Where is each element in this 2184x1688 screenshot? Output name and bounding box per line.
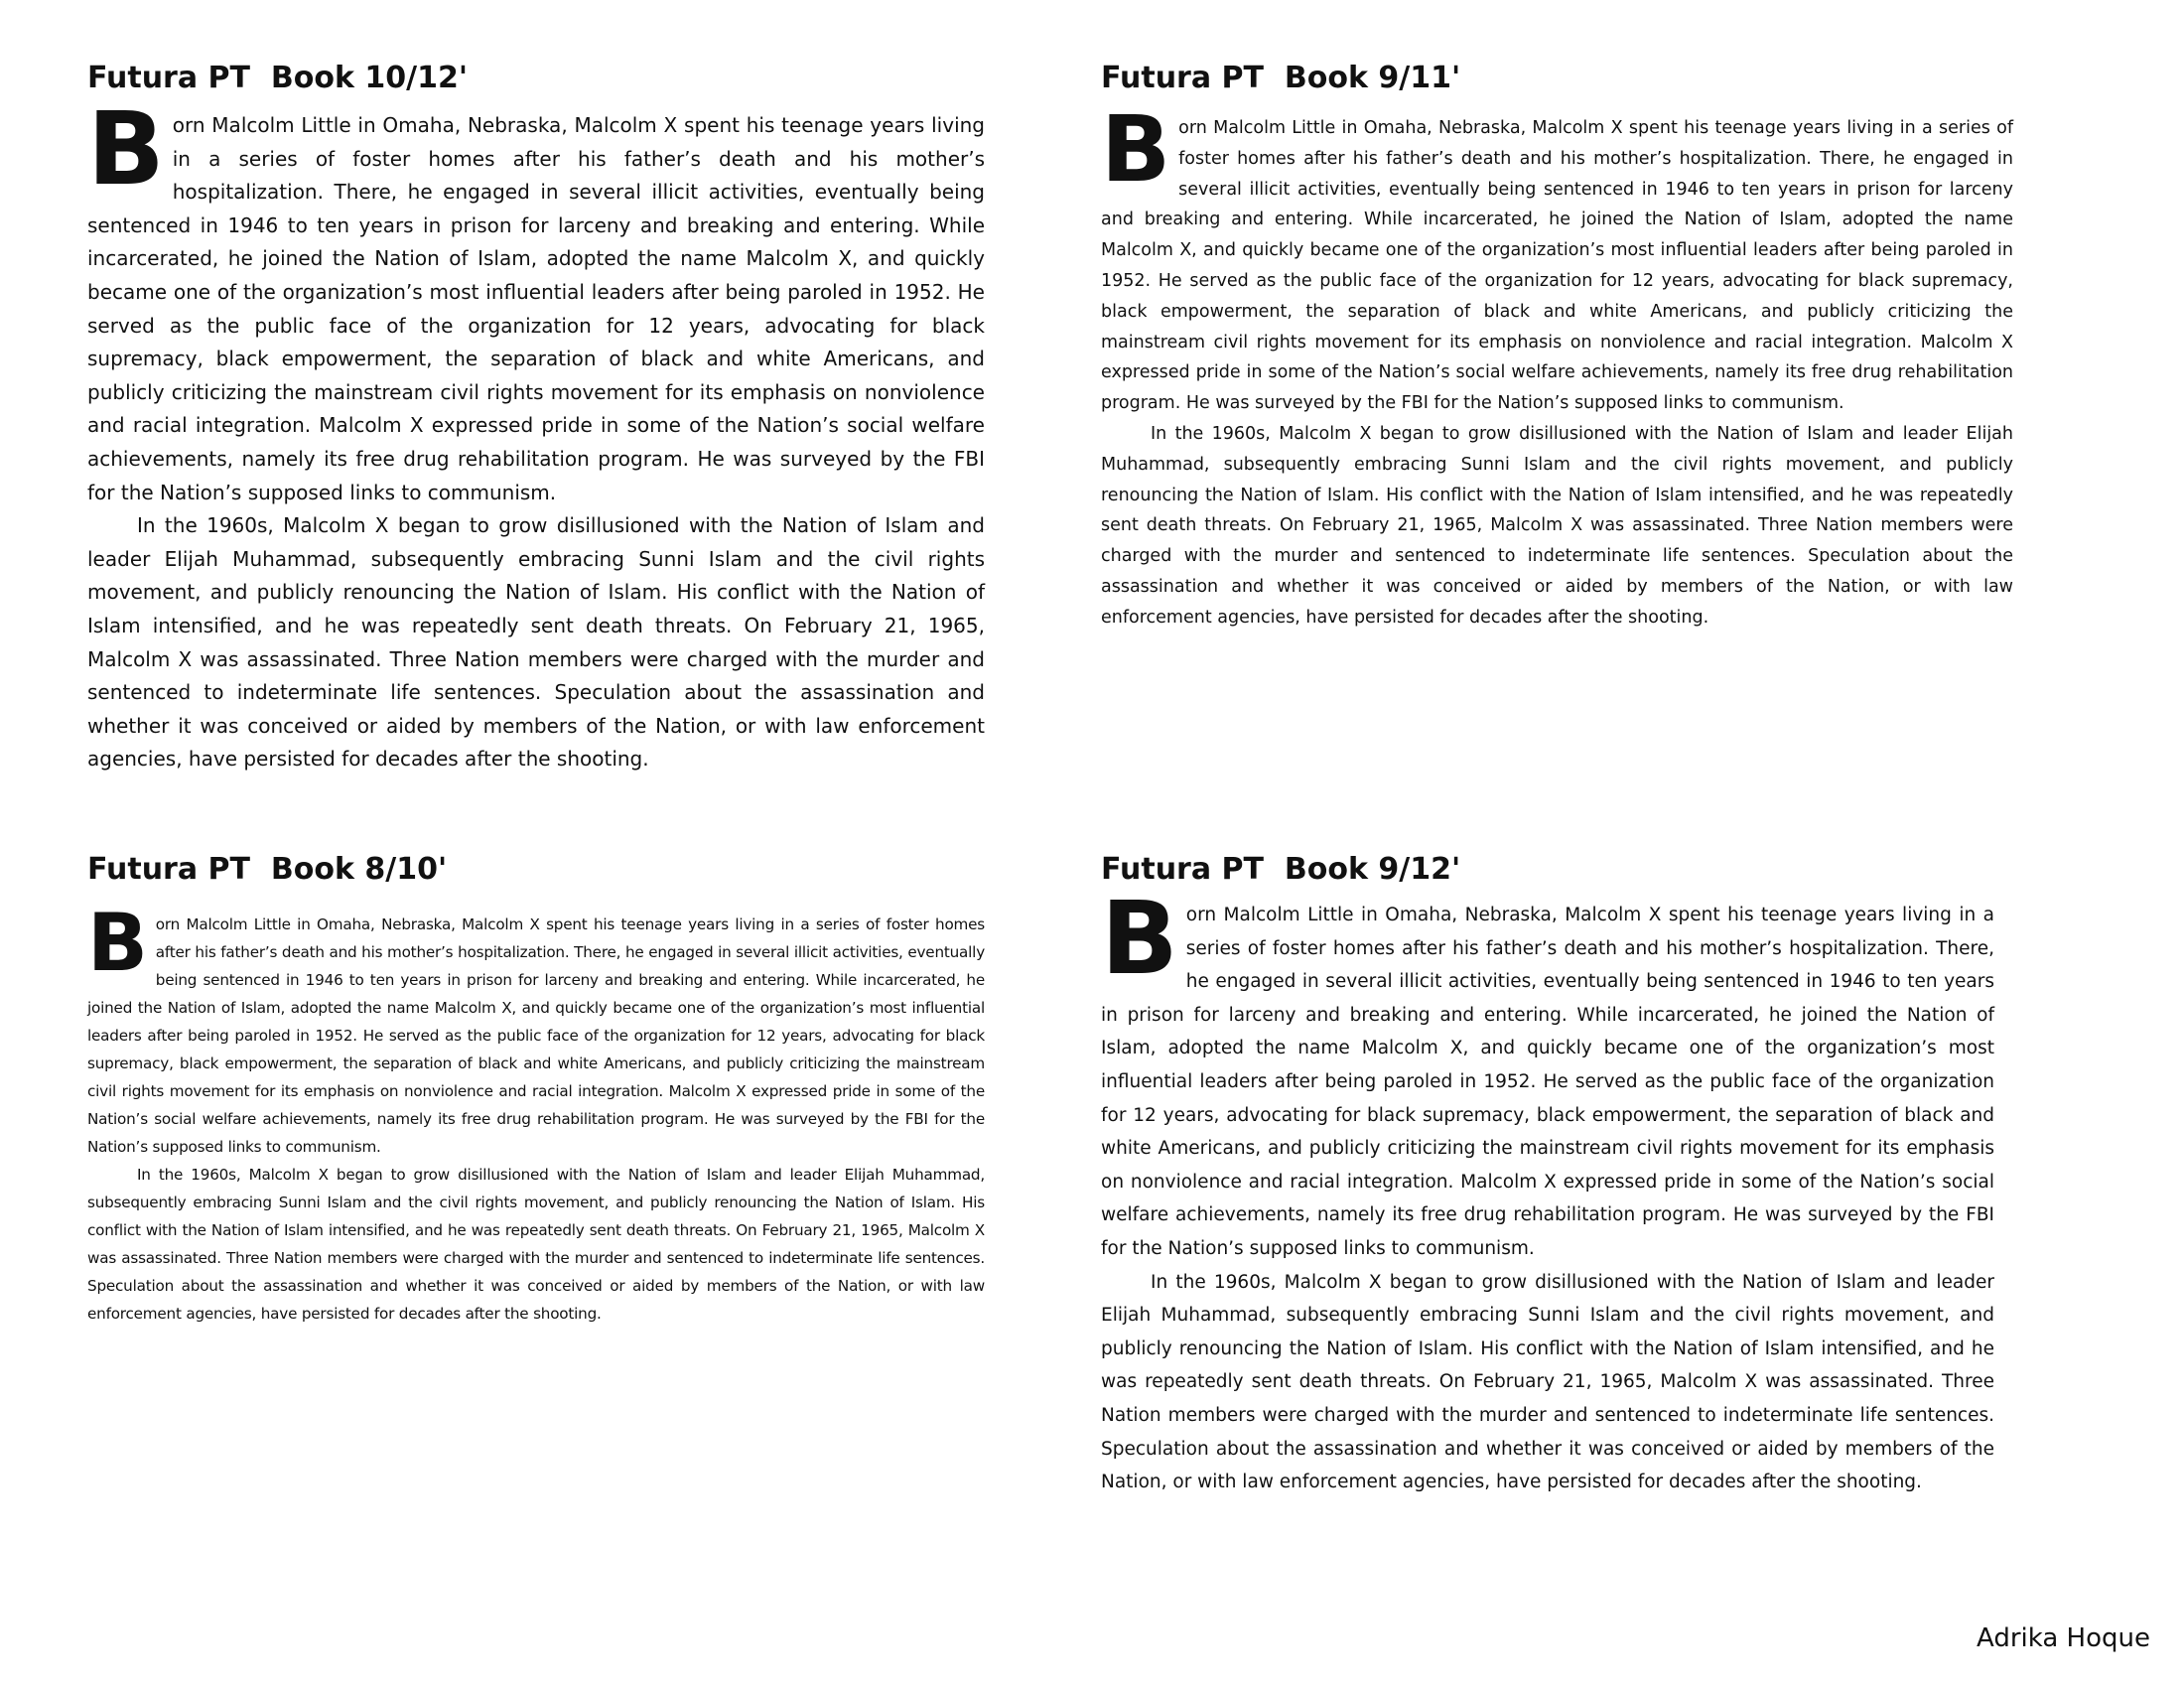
- drop-cap: B: [87, 90, 165, 209]
- paragraph-1: [1101, 96, 2013, 419]
- paragraph-1-text: orn Malcolm Little in Omaha, Nebraska, Malcolm X spent his teenage years living in a series of foster homes after his father’s death and his mother’s hospitalization. There, he engaged in several illicit activities, eventually being sentenced in 1946 to ten years in prison for larceny and breaking and entering. While incarcerated, he joined the Nation of Islam, adopted the name Malcolm X, and quickly became one of the organization’s most influential leaders after being paroled in 1952. He served as the public face of the organization for 12 years, advocating for black supremacy, black empowerment, the separation of black and white Americans, and publicly criticizing the mainstream civil rights movement for its emphasis on nonviolence and racial integration. Malcolm X expressed pride in some of the Nation’s social welfare achievements, namely its free drug rehabilitation program. He was surveyed by the FBI for the Nation’s supposed links to communism.: [1101, 118, 2013, 414]
- paragraph-2: In the 1960s, Malcolm X began to grow disillusioned with the Nation of Islam and leader Elijah Muhammad, subsequently embracing Sunni Islam and the civil rights movement, and publicly renouncing the Nation of Islam. His conflict with the Nation of Islam intensified, and he was repeatedly sent death threats. On February 21, 1965, Malcolm X was assassinated. Three Nation members were charged with the murder and sentenced to indeterminate life sentences. Speculation about the assassination and whether it was conceived or aided by members of the Nation, or with law enforcement agencies, have persisted for decades after the shooting.: [1101, 1271, 1994, 1493]
- specimen-body: [1101, 880, 1994, 1499]
- drop-cap: B: [87, 897, 148, 989]
- specimen-heading: Futura PT Book 9/12': [1101, 852, 1461, 887]
- specimen-heading: Futura PT Book 9/11': [1101, 61, 1461, 95]
- specimen-body: [87, 90, 985, 776]
- drop-cap: B: [1101, 880, 1178, 998]
- type-specimen-8-10: [87, 851, 985, 1328]
- specimen-heading: Futura PT Book 10/12': [87, 61, 468, 95]
- paragraph-2: In the 1960s, Malcolm X began to grow disillusioned with the Nation of Islam and leader Elijah Muhammad, subsequently embracing Sunni Islam and the civil rights movement, and publicly renouncing the Nation of Islam. His conflict with the Nation of Islam intensified, and he was repeatedly sent death threats. On February 21, 1965, Malcolm X was assassinated. Three Nation members were charged with the murder and sentenced to indeterminate life sentences. Speculation about the assassination and whether it was conceived or aided by members of the Nation, or with law enforcement agencies, have persisted for decades after the shooting.: [1101, 423, 2013, 628]
- paragraph-2: In the 1960s, Malcolm X began to grow disillusioned with the Nation of Islam and leader Elijah Muhammad, subsequently embracing Sunni Islam and the civil rights movement, and publicly renouncing the Nation of Islam. His conflict with the Nation of Islam intensified, and he was repeatedly sent death threats. On February 21, 1965, Malcolm X was assassinated. Three Nation members were charged with the murder and sentenced to indeterminate life sentences. Speculation about the assassination and whether it was conceived or aided by members of the Nation, or with law enforcement agencies, have persisted for decades after the shooting.: [87, 1166, 985, 1323]
- specimen-heading: Futura PT Book 8/10': [87, 852, 448, 887]
- paragraph-1: [87, 90, 985, 509]
- specimen-body: [87, 897, 985, 1328]
- specimen-body: [1101, 96, 2013, 633]
- paragraph-1: [1101, 880, 1994, 1266]
- paragraph-1-text: orn Malcolm Little in Omaha, Nebraska, Malcolm X spent his teenage years living in a series of foster homes after his father’s death and his mother’s hospitalization. There, he engaged in several illicit activities, eventually being sentenced in 1946 to ten years in prison for larceny and breaking and entering. While incarcerated, he joined the Nation of Islam, adopted the name Malcolm X, and quickly became one of the organization’s most influential leaders after being paroled in 1952. He served as the public face of the organization for 12 years, advocating for black supremacy, black empowerment, the separation of black and white Americans, and publicly criticizing the mainstream civil rights movement for its emphasis on nonviolence and racial integration. Malcolm X expressed pride in some of the Nation’s social welfare achievements, namely its free drug rehabilitation program. He was surveyed by the FBI for the Nation’s supposed links to communism.: [87, 113, 985, 504]
- author-name: Adrika Hoque: [1977, 1623, 2150, 1653]
- paragraph-1-text: orn Malcolm Little in Omaha, Nebraska, Malcolm X spent his teenage years living in a series of foster homes after his father’s death and his mother’s hospitalization. There, he engaged in several illicit activities, eventually being sentenced in 1946 to ten years in prison for larceny and breaking and entering. While incarcerated, he joined the Nation of Islam, adopted the name Malcolm X, and quickly became one of the organization’s most influential leaders after being paroled in 1952. He served as the public face of the organization for 12 years, advocating for black supremacy, black empowerment, the separation of black and white Americans, and publicly criticizing the mainstream civil rights movement for its emphasis on nonviolence and racial integration. Malcolm X expressed pride in some of the Nation’s social welfare achievements, namely its free drug rehabilitation program. He was surveyed by the FBI for the Nation’s supposed links to communism.: [1101, 905, 1994, 1259]
- paragraph-1-text: orn Malcolm Little in Omaha, Nebraska, Malcolm X spent his teenage years living in a series of foster homes after his father’s death and his mother’s hospitalization. There, he engaged in several illicit activities, eventually being sentenced in 1946 to ten years in prison for larceny and breaking and entering. While incarcerated, he joined the Nation of Islam, adopted the name Malcolm X, and quickly became one of the organization’s most influential leaders after being paroled in 1952. He served as the public face of the organization for 12 years, advocating for black supremacy, black empowerment, the separation of black and white Americans, and publicly criticizing the mainstream civil rights movement for its emphasis on nonviolence and racial integration. Malcolm X expressed pride in some of the Nation’s social welfare achievements, namely its free drug rehabilitation program. He was surveyed by the FBI for the Nation’s supposed links to communism.: [87, 915, 985, 1156]
- drop-cap: B: [1101, 96, 1171, 203]
- type-specimen-9-11: [1101, 60, 2013, 633]
- paragraph-1: [87, 897, 985, 1161]
- type-specimen-10-12: [87, 60, 985, 776]
- type-specimen-9-12: [1101, 851, 1994, 1499]
- paragraph-2: In the 1960s, Malcolm X began to grow disillusioned with the Nation of Islam and leader Elijah Muhammad, subsequently embracing Sunni Islam and the civil rights movement, and publicly renouncing the Nation of Islam. His conflict with the Nation of Islam intensified, and he was repeatedly sent death threats. On February 21, 1965, Malcolm X was assassinated. Three Nation members were charged with the murder and sentenced to indeterminate life sentences. Speculation about the assassination and whether it was conceived or aided by members of the Nation, or with law enforcement agencies, have persisted for decades after the shooting.: [87, 513, 985, 772]
